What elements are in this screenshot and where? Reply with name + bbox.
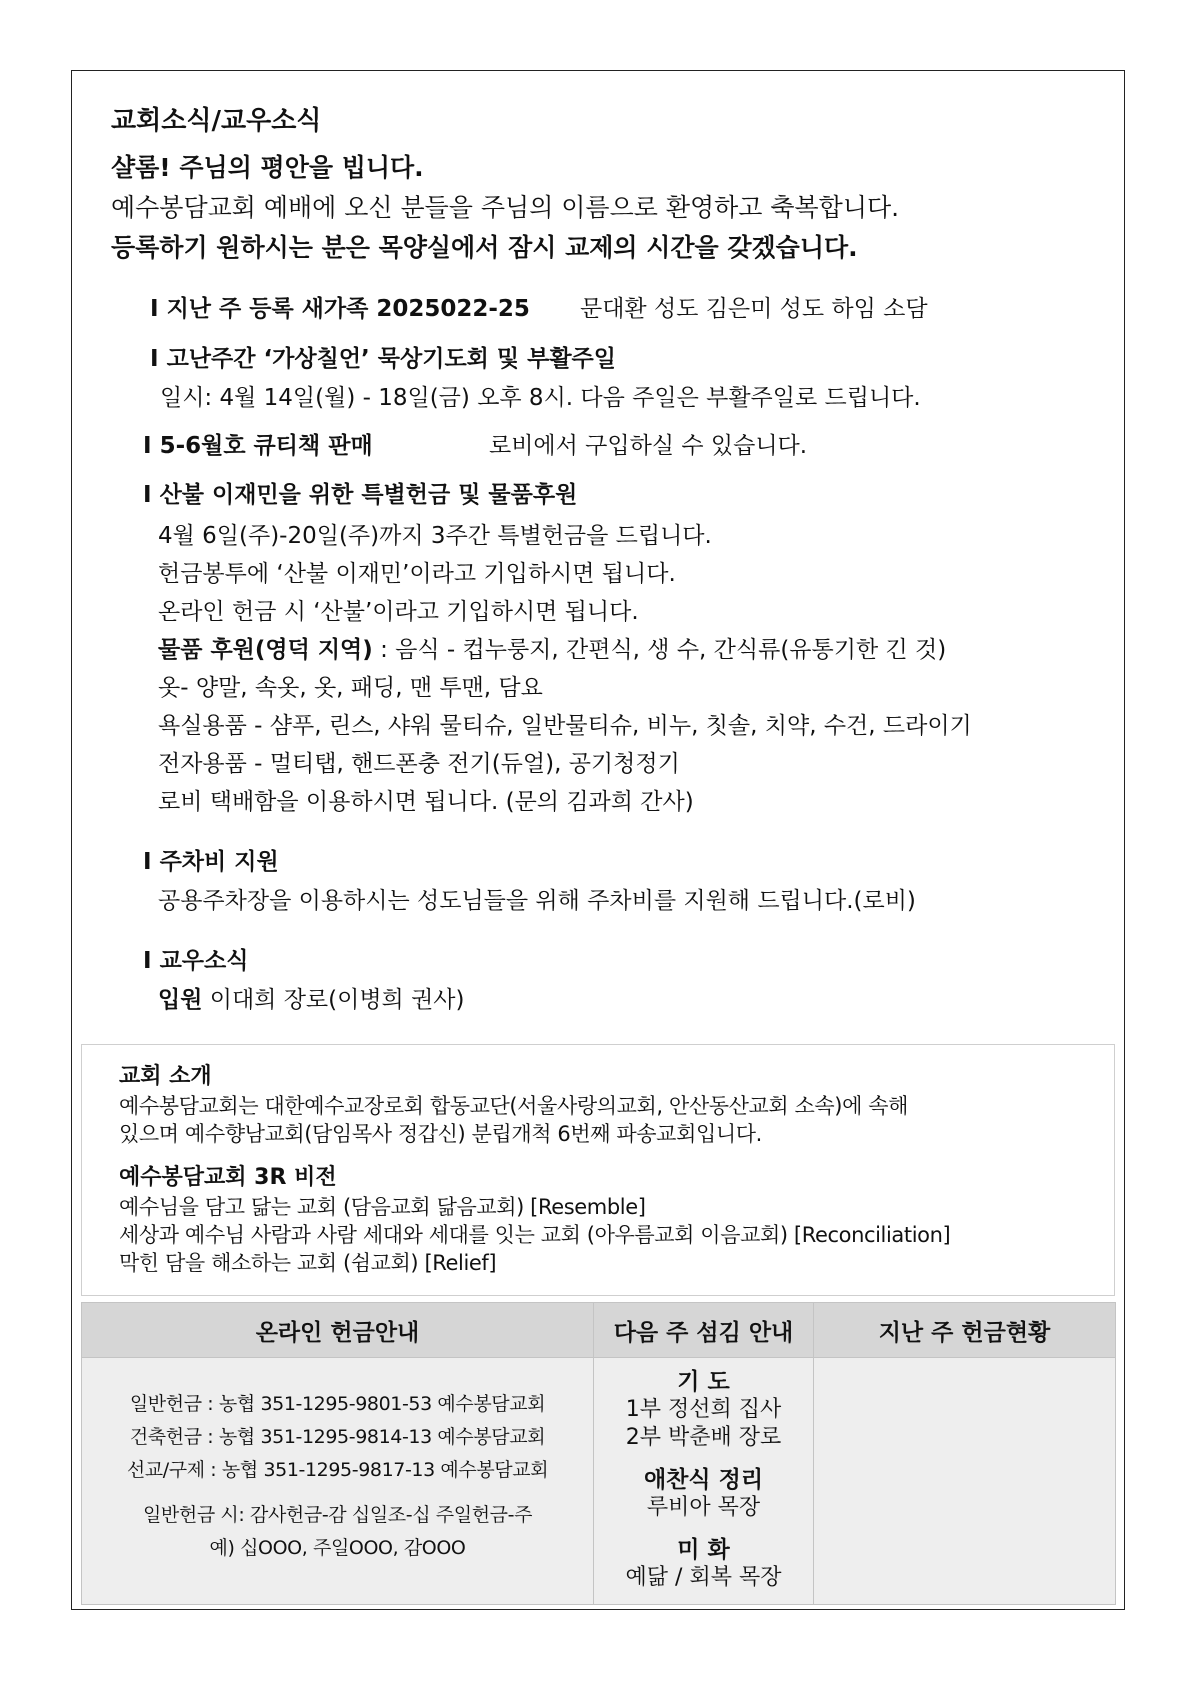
vision-title: 예수봉담교회 3R 비전 — [119, 1165, 337, 1190]
qt-book-text: 로비에서 구입하실 수 있습니다. — [489, 433, 808, 459]
last-week-offering-cell — [814, 1358, 1116, 1605]
serving-cell — [594, 1358, 814, 1605]
beauty-text: 예닮 / 회복 목장 — [625, 1565, 782, 1590]
last-week-offering-header: 지난 주 헌금현황 — [814, 1303, 1116, 1358]
goods-food: : 음식 - 컵누룽지, 간편식, 생 수, 간식류(유통기한 긴 것) — [372, 637, 947, 663]
goods-line — [158, 631, 946, 664]
goods-bath: 욕실용품 - 샴푸, 린스, 샤워 물티슈, 일반물티슈, 비누, 칫솔, 치약, 수건, 드라이기 — [158, 713, 972, 739]
meal-text: 루비아 목장 — [646, 1495, 761, 1520]
new-family-names: 문대환 성도 김은미 성도 하임 소담 — [580, 296, 928, 322]
info-table — [81, 1302, 1116, 1605]
wildfire-line: 4월 6일(주)-20일(주)까지 3주간 특별헌금을 드립니다. — [158, 523, 712, 549]
qt-book-title: I 5-6월호 큐티책 판매 — [143, 433, 373, 459]
account-line: 일반헌금 : 농협 351-1295-9801-53 예수봉담교회 — [129, 1393, 546, 1415]
vision-line: 예수님을 담고 닮는 교회 (담음교회 닮음교회) [Resemble] — [119, 1195, 646, 1219]
account-line: 건축헌금 : 농협 351-1295-9814-13 예수봉담교회 — [129, 1426, 546, 1448]
hospital-text: 이대희 장로(이병희 권사) — [202, 987, 465, 1013]
beauty-title: 미 화 — [677, 1537, 730, 1563]
prayer-line: 1부 정선희 집사 — [625, 1397, 782, 1422]
wildfire-line: 온라인 헌금 시 ‘산불’이라고 기입하시면 됩니다. — [158, 599, 639, 625]
greeting: 샬롬! 주님의 평안을 빕니다. — [111, 153, 424, 182]
goods-label: 물품 후원(영덕 지역) — [158, 637, 373, 663]
goods-electronics: 전자용품 - 멀티탭, 핸드폰충 전기(듀얼), 공기청정기 — [158, 751, 680, 777]
intro-title: 교회 소개 — [119, 1064, 212, 1089]
wildfire-line: 헌금봉투에 ‘산불 이재민’이라고 기입하시면 됩니다. — [158, 561, 676, 587]
passion-week-text: 일시: 4월 14일(월) - 18일(금) 오후 8시. 다음 주일은 부활주일로 드립니다. — [160, 385, 921, 411]
passion-week-title: I 고난주간 ‘가상칠언’ 묵상기도회 및 부활주일 — [150, 346, 616, 372]
page-title: 교회소식/교우소식 — [111, 106, 322, 136]
next-week-serving-header: 다음 주 섬김 안내 — [594, 1303, 814, 1358]
parking-text: 공용주차장을 이용하시는 성도님들을 위해 주차비를 지원해 드립니다.(로비) — [158, 888, 916, 914]
offering-note: 예) 십OOO, 주일OOO, 감OOO — [209, 1537, 466, 1559]
vision-line: 막힌 담을 해소하는 교회 (쉼교회) [Relief] — [119, 1251, 497, 1275]
welcome-text: 예수봉담교회 예배에 오신 분들을 주님의 이름으로 환영하고 축복합니다. — [111, 193, 900, 222]
goods-delivery: 로비 택배함을 이용하시면 됩니다. (문의 김과희 간사) — [158, 789, 694, 815]
meal-title: 애찬식 정리 — [643, 1467, 764, 1493]
wildfire-title: I 산불 이재민을 위한 특별헌금 및 물품후원 — [143, 482, 578, 508]
new-family-title: I 지난 주 등록 새가족 2025022-25 — [150, 296, 530, 322]
goods-clothes: 옷- 양말, 속옷, 옷, 패딩, 맨 투맨, 담요 — [158, 675, 543, 701]
offering-note: 일반헌금 시: 감사헌금-감 십일조-십 주일헌금-주 — [142, 1504, 533, 1526]
intro-line: 예수봉담교회는 대한예수교장로회 합동교단(서울사랑의교회, 안산동산교회 소속)에 속해 — [119, 1094, 909, 1118]
prayer-line: 2부 박춘배 장로 — [625, 1425, 782, 1450]
online-offering-header: 온라인 헌금안내 — [82, 1303, 594, 1358]
parking-title: I 주차비 지원 — [143, 849, 279, 875]
online-offering-cell — [82, 1358, 594, 1605]
account-line: 선교/구제 : 농협 351-1295-9817-13 예수봉담교회 — [126, 1459, 549, 1481]
prayer-title: 기 도 — [677, 1369, 730, 1395]
intro-line: 있으며 예수향남교회(담임목사 정갑신) 분립개척 6번째 파송교회입니다. — [119, 1122, 762, 1146]
register-text: 등록하기 원하시는 분은 목양실에서 잠시 교제의 시간을 갖겠습니다. — [111, 233, 858, 262]
hospital-label: 입원 — [158, 987, 203, 1013]
members-title: I 교우소식 — [143, 948, 249, 974]
vision-line: 세상과 예수님 사람과 사람 세대와 세대를 잇는 교회 (아우름교회 이음교회) [Reconciliation] — [119, 1223, 951, 1247]
members-line — [158, 981, 465, 1014]
